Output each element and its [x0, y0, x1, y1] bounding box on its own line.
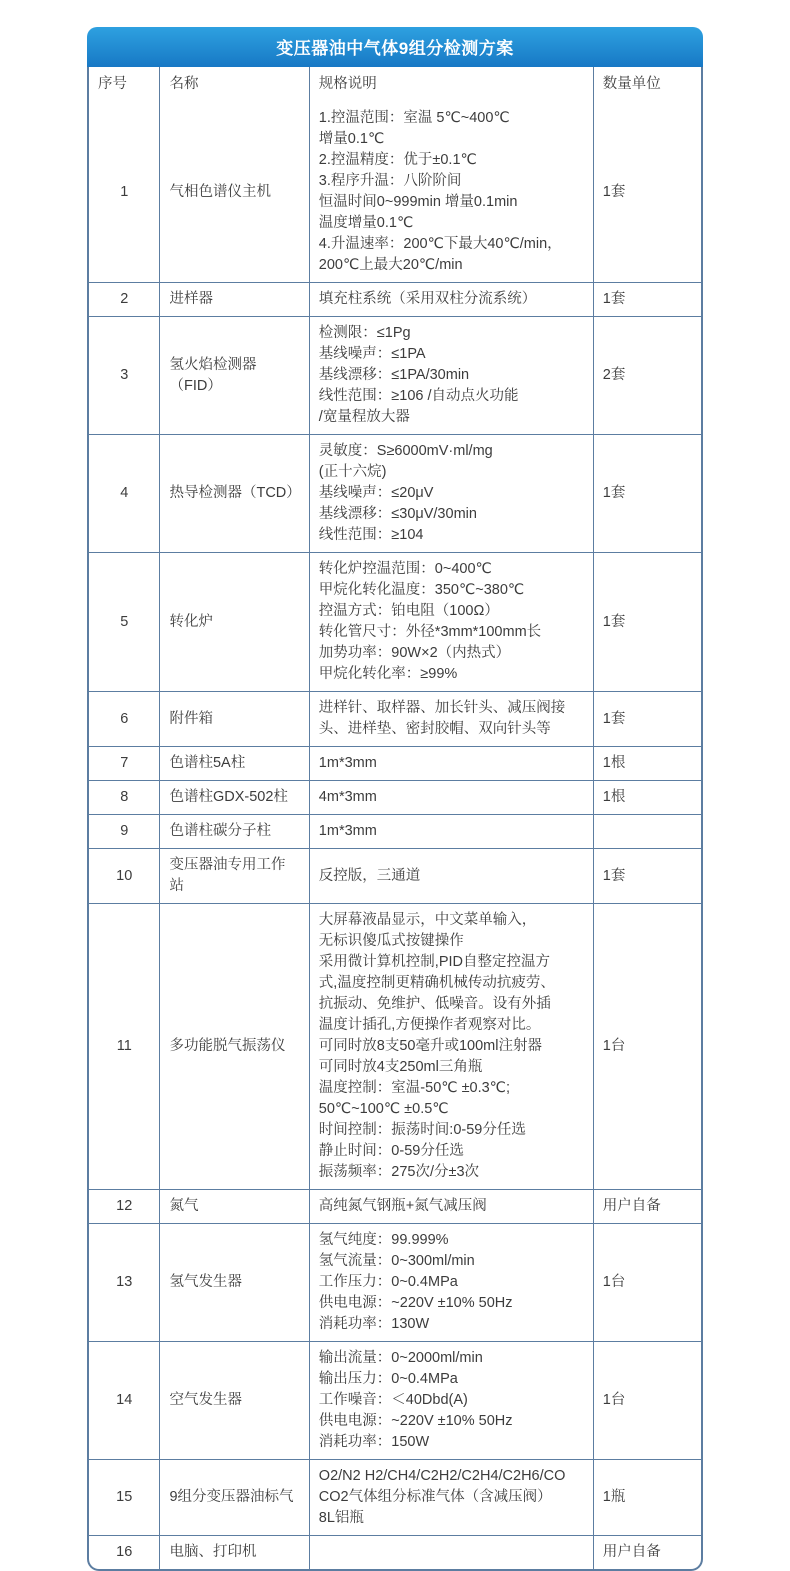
spec-line: 甲烷化转化温度：350℃~380℃ — [318, 582, 525, 598]
spec-line: 氢气流量：0~300ml/min — [318, 1253, 475, 1269]
row-number-cell: 14 — [89, 1342, 160, 1460]
item-name-cell: 色谱柱GDX-502柱 — [160, 781, 309, 815]
row-number-cell: 12 — [89, 1190, 160, 1224]
item-name-cell: 附件箱 — [160, 692, 309, 747]
spec-line: O2/N2 H2/CH4/C2H2/C2H4/C2H6/CO — [318, 1468, 566, 1484]
spec-line: 增量0.1℃ — [318, 131, 385, 147]
quantity-cell: 1套 — [593, 435, 701, 553]
spec-cell — [309, 781, 593, 815]
quantity-cell: 1台 — [593, 1342, 701, 1460]
row-number-cell: 11 — [89, 904, 160, 1190]
spec-line: 转化炉控温范围：0~400℃ — [318, 561, 492, 577]
spec-line: 基线漂移：≤1PA/30min — [318, 367, 470, 383]
quantity-cell: 2套 — [593, 317, 701, 435]
spec-line: 工作压力：0~0.4MPa — [318, 1274, 458, 1290]
row-number-cell: 6 — [89, 692, 160, 747]
item-name-cell: 热导检测器（TCD） — [160, 435, 309, 553]
quantity-cell: 1台 — [593, 904, 701, 1190]
spec-line: 消耗功率：130W — [318, 1316, 430, 1332]
row-number-cell: 2 — [89, 283, 160, 317]
spec-cell — [309, 317, 593, 435]
spec-line: 2.控温精度：优于±0.1℃ — [318, 152, 477, 168]
spec-line: 温度控制：室温-50℃ ±0.3℃; — [318, 1080, 510, 1096]
row-number-cell: 15 — [89, 1460, 160, 1536]
row-number-cell: 4 — [89, 435, 160, 553]
spec-line: 8L铝瓶 — [318, 1510, 364, 1526]
quantity-cell — [593, 815, 701, 849]
spec-line: 无标识傻瓜式按键操作 — [318, 933, 464, 949]
column-header-spec: 规格说明 — [309, 67, 593, 102]
item-name-cell: 电脑、打印机 — [160, 1536, 309, 1570]
spec-cell — [309, 1190, 593, 1224]
spec-line: 线性范围：≥104 — [318, 527, 424, 543]
spec-line: 温度计插孔,方便操作者观察对比。 — [318, 1017, 541, 1033]
spec-line: 输出流量：0~2000ml/min — [318, 1350, 483, 1366]
spec-cell — [309, 283, 593, 317]
spec-line: 抗振动、免维护、低噪音。设有外插 — [318, 996, 551, 1012]
item-name-cell: 氮气 — [160, 1190, 309, 1224]
table-row — [89, 553, 701, 692]
row-number-cell: 3 — [89, 317, 160, 435]
table-row — [89, 692, 701, 747]
item-name-cell: 氢火焰检测器（FID） — [160, 317, 309, 435]
spec-line: 转化管尺寸：外径*3mm*100mm长 — [318, 624, 542, 640]
quantity-cell: 1套 — [593, 283, 701, 317]
item-name-cell: 转化炉 — [160, 553, 309, 692]
row-number-cell: 13 — [89, 1224, 160, 1342]
spec-cell — [309, 747, 593, 781]
quantity-cell: 1套 — [593, 102, 701, 283]
spec-cell — [309, 1224, 593, 1342]
spec-line: 反控版，三通道 — [318, 867, 421, 884]
spec-line: 检测限：≤1Pg — [318, 325, 411, 341]
spec-line: 甲烷化转化率：≥99% — [318, 666, 458, 682]
table-row — [89, 747, 701, 781]
spec-line: 采用微计算机控制,PID自整定控温方 — [318, 954, 550, 970]
spec-line: 4.升温速率：200℃下最大40℃/min， — [318, 236, 562, 252]
spec-line: 工作噪音：＜40Dbd(A) — [318, 1392, 468, 1408]
quantity-cell: 用户自备 — [593, 1190, 701, 1224]
spec-line: 大屏幕液晶显示，中文菜单输入， — [318, 912, 537, 928]
spec-line: 控温方式：铂电阻（100Ω） — [318, 603, 499, 619]
table-row — [89, 1536, 701, 1570]
spec-cell — [309, 553, 593, 692]
spec-cell — [309, 849, 593, 904]
spec-line: 200℃上最大20℃/min — [318, 257, 463, 273]
spec-line: 温度增量0.1℃ — [318, 215, 414, 231]
spec-line: 灵敏度：S≥6000mV·ml/mg — [318, 443, 493, 459]
column-header-name: 名称 — [160, 67, 309, 102]
quantity-cell: 1台 — [593, 1224, 701, 1342]
spec-line: 进样针、取样器、加长针头、减压阀接头、进样垫、密封胶帽、双向针头等 — [318, 700, 566, 737]
spec-cell — [309, 815, 593, 849]
item-name-cell: 变压器油专用工作站 — [160, 849, 309, 904]
quantity-cell: 1套 — [593, 553, 701, 692]
item-name-cell: 空气发生器 — [160, 1342, 309, 1460]
table-row — [89, 904, 701, 1190]
item-name-cell: 进样器 — [160, 283, 309, 317]
row-number-cell: 16 — [89, 1536, 160, 1570]
spec-line: 氢气纯度：99.999% — [318, 1232, 449, 1248]
quantity-cell: 用户自备 — [593, 1536, 701, 1570]
row-number-cell: 8 — [89, 781, 160, 815]
spec-cell — [309, 435, 593, 553]
spec-line: 1m*3mm — [318, 755, 377, 771]
table-row — [89, 317, 701, 435]
column-header-no: 序号 — [89, 67, 160, 102]
quantity-cell: 1根 — [593, 747, 701, 781]
table-row — [89, 102, 701, 283]
row-number-cell: 10 — [89, 849, 160, 904]
spec-line: 可同时放4支250ml三角瓶 — [318, 1059, 483, 1075]
table-row — [89, 781, 701, 815]
quantity-cell: 1套 — [593, 849, 701, 904]
item-name-cell: 色谱柱碳分子柱 — [160, 815, 309, 849]
spec-line: 恒温时间0~999min 增量0.1min — [318, 194, 518, 210]
spec-line: 加势功率：90W×2（内热式） — [318, 645, 511, 661]
spec-line: 1.控温范围：室温 5℃~400℃ — [318, 110, 510, 126]
spec-cell — [309, 692, 593, 747]
spec-line: 消耗功率：150W — [318, 1434, 430, 1450]
spec-line: 3.程序升温：八阶阶间 — [318, 173, 462, 189]
spec-line: 填充柱系统（采用双柱分流系统） — [318, 291, 537, 307]
spec-line: 50℃~100℃ ±0.5℃ — [318, 1101, 449, 1117]
table-title: 变压器油中气体9组分检测方案 — [87, 27, 703, 67]
item-name-cell: 多功能脱气振荡仪 — [160, 904, 309, 1190]
quantity-cell: 1瓶 — [593, 1460, 701, 1536]
table-row — [89, 1342, 701, 1460]
item-name-cell: 色谱柱5A柱 — [160, 747, 309, 781]
spec-cell — [309, 102, 593, 283]
item-name-cell: 气相色谱仪主机 — [160, 102, 309, 283]
item-name-cell: 氢气发生器 — [160, 1224, 309, 1342]
table-row — [89, 849, 701, 904]
spec-line: 时间控制：振荡时间:0-59分任选 — [318, 1122, 526, 1138]
table-row — [89, 435, 701, 553]
spec-line: 高纯氮气钢瓶+氮气减压阀 — [318, 1198, 487, 1214]
spec-line: 4m*3mm — [318, 789, 377, 805]
row-number-cell: 9 — [89, 815, 160, 849]
table-row — [89, 1190, 701, 1224]
spec-line: 可同时放8支50毫升或100ml注射器 — [318, 1038, 542, 1054]
spec-line: 输出压力：0~0.4MPa — [318, 1371, 458, 1387]
spec-line: 基线漂移：≤30μV/30min — [318, 506, 477, 522]
row-number-cell: 7 — [89, 747, 160, 781]
row-number-cell: 5 — [89, 553, 160, 692]
spec-line: 静止时间：0-59分任选 — [318, 1143, 464, 1159]
spec-line: /宽量程放大器 — [318, 409, 410, 425]
spec-cell — [309, 1536, 593, 1570]
detection-plan-table — [87, 27, 703, 1571]
quantity-cell: 1套 — [593, 692, 701, 747]
item-name-cell: 9组分变压器油标气 — [160, 1460, 309, 1536]
table-row — [89, 1460, 701, 1536]
table-row — [89, 283, 701, 317]
spec-cell — [309, 904, 593, 1190]
spec-line: 供电电源：~220V ±10% 50Hz — [318, 1413, 513, 1429]
spec-line: 线性范围：≥106 /自动点火功能 — [318, 388, 519, 404]
spec-line: 供电电源：~220V ±10% 50Hz — [318, 1295, 513, 1311]
spec-cell — [309, 1460, 593, 1536]
spec-line: (正十六烷) — [318, 464, 387, 480]
spec-line: 振荡频率：275次/分±3次 — [318, 1164, 480, 1180]
column-header-qty: 数量单位 — [593, 67, 701, 102]
spec-line: 1m*3mm — [318, 823, 377, 839]
row-number-cell: 1 — [89, 102, 160, 283]
table-grid — [87, 67, 703, 1571]
quantity-cell: 1根 — [593, 781, 701, 815]
spec-line: 式,温度控制更精确机械传动抗疲劳、 — [318, 975, 555, 991]
spec-line: CO2气体组分标准气体（含减压阀） — [318, 1489, 552, 1505]
spec-line: 基线噪声：≤1PA — [318, 346, 426, 362]
header-row — [89, 67, 701, 102]
table-row — [89, 815, 701, 849]
spec-cell — [309, 1342, 593, 1460]
spec-line: 基线噪声：≤20μV — [318, 485, 434, 501]
table-row — [89, 1224, 701, 1342]
